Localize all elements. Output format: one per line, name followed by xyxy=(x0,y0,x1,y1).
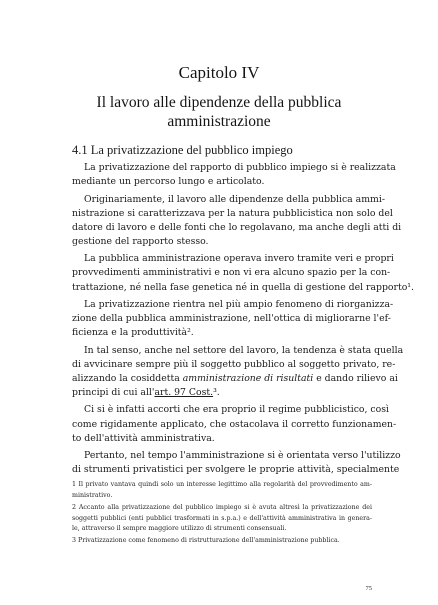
text-line: Pertanto, nel tempo l'amministrazione si è orientata verso l'utilizzo xyxy=(84,450,401,462)
chapter-title-line: Il lavoro alle dipendenze della pubblica xyxy=(96,94,342,111)
text-line: Originariamente, il lavoro alle dipendenze della pubblica ammi- xyxy=(84,193,385,205)
text-segment: e dando rilievo ai xyxy=(313,372,398,384)
text-line: nistrazione si caratterizzava per la natura pubblicistica non solo del xyxy=(72,207,393,219)
footnote xyxy=(72,503,372,535)
text-line: provvedimenti amministrativi e non vi era alcuno spazio per la con- xyxy=(72,267,391,279)
footnotes xyxy=(72,480,372,549)
text-line: zione della pubblica amministrazione, nell'ottica di migliorarne l'ef- xyxy=(72,313,391,325)
section-heading: 4.1 La privatizzazione del pubblico impiego xyxy=(72,143,293,157)
footnote-line: ministrativo. xyxy=(72,491,113,499)
paragraph xyxy=(72,344,404,400)
footnote-line: 3 Privatizzazione come fenomeno di ristrutturazione dell'amministrazione pubblica. xyxy=(72,537,340,545)
footnote-line: 1 Il privato vantava quindi solo un interesse legittimo alla regolarità del provvedimento am- xyxy=(72,481,372,488)
footnote-ref: ³. xyxy=(213,386,220,398)
chapter-title xyxy=(60,93,378,131)
emphasis-text: amministrazione di risultati xyxy=(182,372,314,384)
body-text xyxy=(72,161,414,481)
chapter-title-line: amministrazione xyxy=(167,113,271,130)
paragraph xyxy=(72,161,396,189)
text-line: di avvicinare sempre più il soggetto pubblico al soggetto privato, re- xyxy=(72,358,396,370)
footnote-line: soggetti pubblici (enti pubblici trasformati in s.p.a.) e dell'attività amministrativa in genera- xyxy=(72,514,372,522)
text-line: mediante un percorso lungo e articolato. xyxy=(72,176,265,188)
text-line: gestione del rapporto stesso. xyxy=(72,235,209,247)
text-line: to dell'attività amministrativa. xyxy=(72,432,215,444)
paragraph xyxy=(72,193,402,249)
paragraph xyxy=(72,449,401,477)
paragraph xyxy=(72,298,394,340)
footnote-line: 2 Accanto alla privatizzazione del pubblico impiego si è avuta altresì la privatizzazione dei xyxy=(72,503,372,511)
footnote-line: le, attraverso il sempre maggiore utilizzo di strumenti consensuali. xyxy=(72,525,287,533)
text-line: La pubblica amministrazione operava invero tramite veri e propri xyxy=(84,253,394,265)
text-segment: principi di cui all' xyxy=(72,386,155,398)
page-number: 75 xyxy=(365,585,372,592)
text-line: In tal senso, anche nel settore del lavoro, la tendenza è stata quella xyxy=(84,344,404,356)
footnote xyxy=(72,480,372,501)
text-line xyxy=(72,372,398,386)
text-segment: alizzando la cosiddetta xyxy=(72,372,183,384)
text-line: Ci si è infatti accorti che era proprio il regime pubblicistico, così xyxy=(84,404,389,416)
text-line: La privatizzazione del rapporto di pubblico impiego si è realizzata xyxy=(84,162,396,173)
text-line: ficienza e la produttività². xyxy=(72,327,194,339)
text-line: come rigidamente applicato, che ostacolava il corretto funzionamen- xyxy=(72,418,397,430)
text-line: di strumenti privatistici per svolgere le proprie attività, specialmente xyxy=(72,464,400,476)
text-line: trattazione, né nella fase genetica né in quella di gestione del rapporto¹. xyxy=(72,281,414,293)
text-line: datore di lavoro e delle fonti che lo regolavano, ma anche degli atti di xyxy=(72,221,402,233)
paragraph xyxy=(72,252,414,294)
footnote xyxy=(72,536,372,547)
chapter-number: Capitolo IV xyxy=(178,63,260,82)
article-link[interactable]: art. 97 Cost. xyxy=(154,386,214,398)
paragraph xyxy=(72,403,397,445)
text-line: La privatizzazione rientra nel più ampio fenomeno di riorganizza- xyxy=(84,299,394,311)
text-line xyxy=(72,386,372,400)
